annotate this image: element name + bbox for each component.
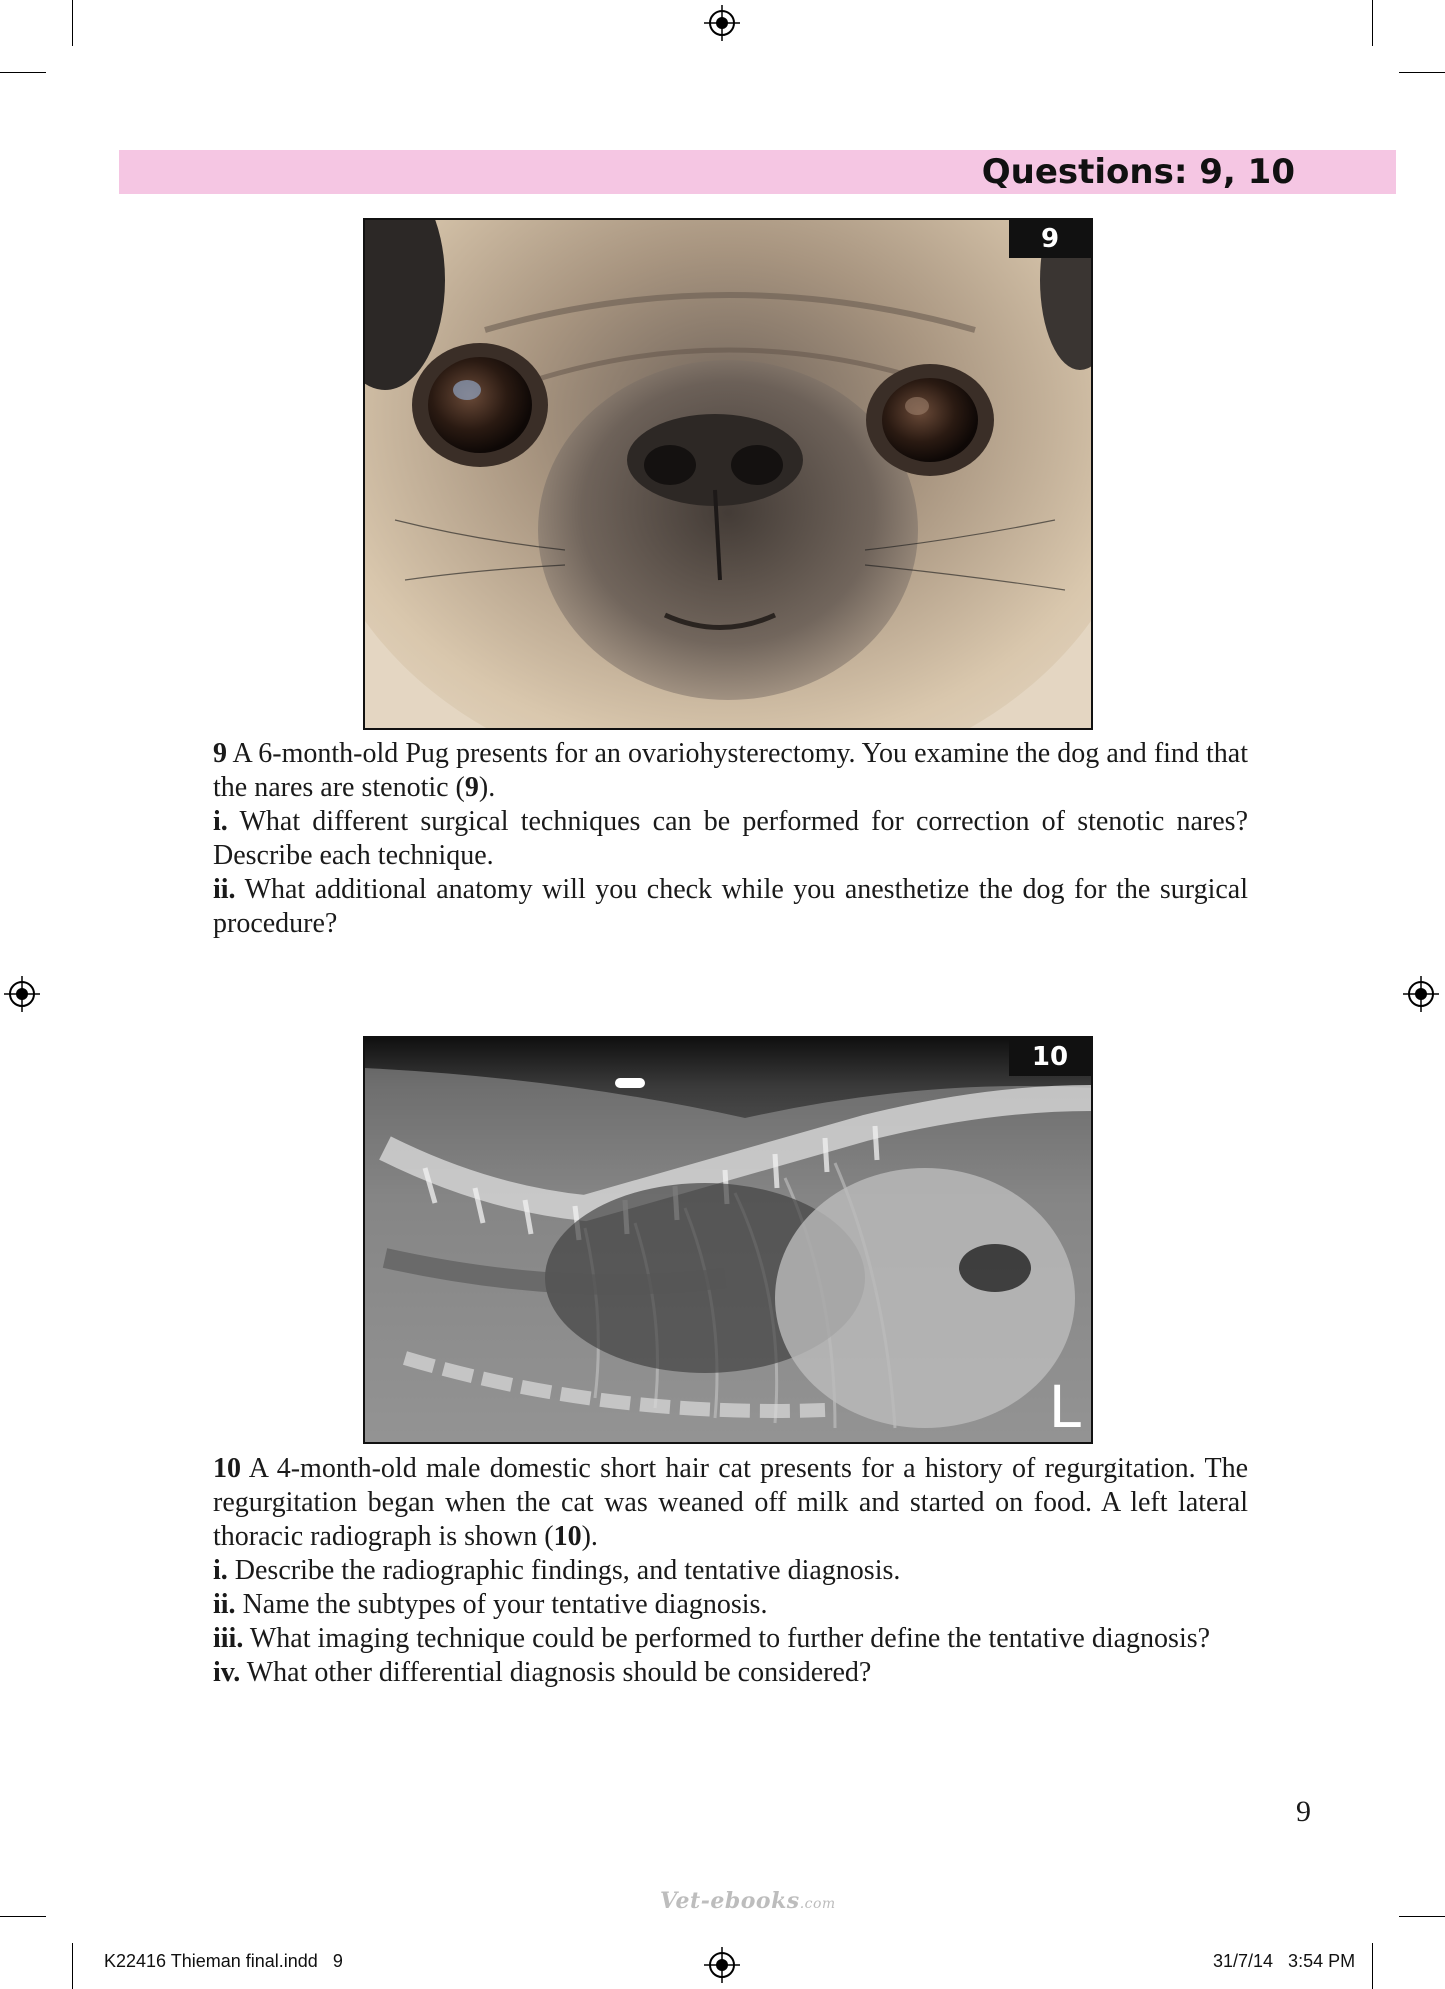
crop-mark <box>0 72 46 73</box>
figure-9-pug-photo <box>363 218 1093 730</box>
crop-mark <box>1372 1943 1373 1989</box>
footer-timestamp: 31/7/14 3:54 PM <box>1213 1951 1356 1971</box>
watermark: Vet-ebooks.com <box>660 1888 836 1914</box>
question-10-intro: 10 A 4-month-old male domestic short hair cat presents for a history of regurgitation. The regurgitation began when the cat was weaned off milk and started on food. A left lateral thoracic radiograph is shown (10). <box>213 1453 1248 1552</box>
figure-label: 10 <box>1009 1038 1091 1076</box>
question-item: iv. What other differential diagnosis should be considered? <box>213 1657 872 1688</box>
pug-face-image <box>365 220 1091 728</box>
crop-mark <box>1399 1916 1445 1917</box>
registration-mark-icon <box>1403 976 1439 1012</box>
radiograph-side-marker: L <box>1048 1373 1081 1441</box>
question-item: ii. Name the subtypes of your tentative diagnosis. <box>213 1589 768 1620</box>
question-item: i. What different surgical techniques can be performed for correction of stenotic nares? Describe each technique. <box>213 806 1248 871</box>
registration-mark-icon <box>704 5 740 41</box>
question-9 <box>213 737 1248 941</box>
figure-10-radiograph <box>363 1036 1093 1444</box>
question-item: i. Describe the radiographic findings, and tentative diagnosis. <box>213 1555 901 1586</box>
question-item: iii. What imaging technique could be performed to further define the tentative diagnosis? <box>213 1623 1211 1654</box>
crop-mark <box>1399 72 1445 73</box>
question-10 <box>213 1452 1248 1690</box>
figure-label: 9 <box>1009 220 1091 258</box>
question-9-intro: 9 A 6-month-old Pug presents for an ovariohysterectomy. You examine the dog and find that the nares are stenotic (9). <box>213 738 1248 803</box>
question-item: ii. What additional anatomy will you check while you anesthetize the dog for the surgical procedure? <box>213 874 1248 939</box>
page-number: 9 <box>1296 1795 1311 1828</box>
crop-mark <box>72 0 73 46</box>
page-title: Questions: 9, 10 <box>981 152 1295 192</box>
crop-mark <box>72 1943 73 1989</box>
crop-mark <box>0 1916 46 1917</box>
crop-mark <box>1372 0 1373 46</box>
registration-mark-icon <box>704 1947 740 1983</box>
thoracic-radiograph-image <box>365 1038 1091 1442</box>
footer-file-slug: K22416 Thieman final.indd 9 <box>104 1951 343 1971</box>
registration-mark-icon <box>4 976 40 1012</box>
